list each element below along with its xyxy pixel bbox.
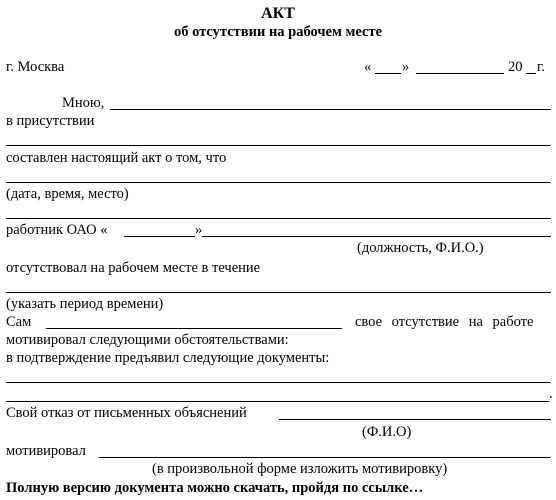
date-quote-close: » <box>402 59 410 75</box>
confirmation-docs-label: в подтверждение предъявил следующие документы: <box>6 350 330 366</box>
absent-period-field[interactable] <box>6 292 551 293</box>
himself-label: Сам <box>6 314 32 330</box>
date-year-field[interactable] <box>526 73 536 74</box>
documents-field-2[interactable] <box>6 401 549 402</box>
fio-hint: (Ф.И.О) <box>362 424 412 440</box>
employee-field[interactable] <box>202 236 551 237</box>
by-me-label: Мною, <box>62 95 105 111</box>
company-field[interactable] <box>124 236 195 237</box>
document-subtitle: об отсутствии на рабочем месте <box>173 24 383 40</box>
employee-label: работник ОАО « <box>6 222 108 238</box>
motivated-circumstances-label: мотивировал следующими обстоятельствами: <box>6 332 289 348</box>
date-time-place-hint: (дата, время, место) <box>6 186 129 202</box>
own-absence-label: свое отсутствие на работе <box>355 314 534 330</box>
date-day-field[interactable] <box>375 73 401 74</box>
by-me-field[interactable] <box>110 109 551 110</box>
in-presence-label: в присутствии <box>6 113 95 129</box>
position-fio-hint: (должность, Ф.И.О.) <box>357 240 484 256</box>
city-label: г. Москва <box>6 59 65 75</box>
documents-end-dot: . <box>549 386 553 402</box>
act-drawn-label: составлен настоящий акт о том, что <box>6 150 227 166</box>
documents-field-1[interactable] <box>6 382 551 383</box>
year-prefix: 20 <box>508 59 523 75</box>
download-link[interactable]: Полную версию документа можно скачать, пройдя по ссылке… <box>6 480 424 496</box>
act-drawn-field[interactable] <box>6 182 551 183</box>
motivated-label: мотивировал <box>6 443 86 459</box>
motivation-field[interactable] <box>99 457 551 458</box>
himself-field[interactable] <box>46 328 342 329</box>
employee-quote-close: » <box>195 222 203 238</box>
date-month-field[interactable] <box>416 73 504 74</box>
period-hint: (указать период времени) <box>6 296 164 312</box>
refusal-label: Свой отказ от письменных объяснений <box>6 405 247 421</box>
free-form-hint: (в произвольной форме изложить мотивировку) <box>152 461 448 477</box>
document-title: АКТ <box>261 5 295 22</box>
in-presence-field[interactable] <box>6 145 551 146</box>
absent-during-label: отсутствовал на рабочем месте в течение <box>6 260 261 276</box>
year-suffix: г. <box>537 59 545 75</box>
date-time-place-field[interactable] <box>6 218 551 219</box>
date-quote-open: « <box>364 59 372 75</box>
refusal-field[interactable] <box>279 419 551 420</box>
